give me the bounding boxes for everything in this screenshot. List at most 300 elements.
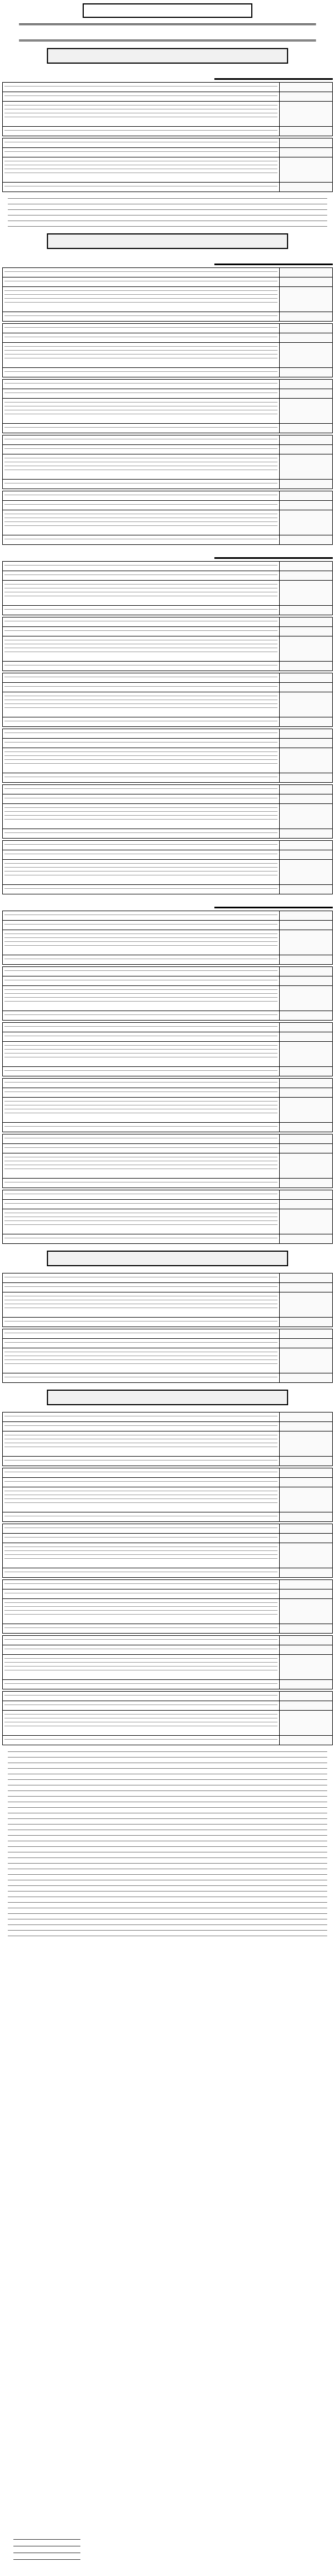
post-row-value bbox=[3, 562, 280, 571]
text-line bbox=[4, 356, 277, 358]
text-line bbox=[4, 1497, 277, 1499]
post-row-value bbox=[3, 138, 280, 148]
post-row-label bbox=[280, 324, 333, 333]
post-row-label bbox=[280, 1413, 333, 1422]
post-row-value bbox=[3, 717, 280, 727]
text-line bbox=[4, 1146, 277, 1148]
text-line bbox=[4, 861, 277, 864]
text-line bbox=[4, 400, 277, 403]
post-row bbox=[3, 860, 333, 885]
post-row-label bbox=[280, 1032, 333, 1042]
post-row-value bbox=[3, 424, 280, 433]
post-row-label bbox=[280, 183, 333, 192]
text-line bbox=[4, 184, 277, 186]
post-row-label bbox=[280, 1645, 333, 1655]
text-line bbox=[4, 524, 277, 526]
text-line bbox=[4, 502, 277, 505]
post-row bbox=[3, 1318, 333, 1327]
text-line bbox=[4, 1107, 277, 1109]
post-row bbox=[3, 804, 333, 829]
subsection-title bbox=[214, 70, 333, 80]
text-line bbox=[4, 740, 277, 743]
text-line bbox=[4, 140, 277, 142]
post-row bbox=[3, 1624, 333, 1634]
text-line bbox=[4, 167, 277, 169]
text-line bbox=[8, 207, 327, 210]
text-line bbox=[4, 913, 277, 915]
post-row-value bbox=[3, 389, 280, 399]
post-row bbox=[3, 1373, 333, 1383]
post-row-value bbox=[3, 1568, 280, 1578]
text-line bbox=[4, 1557, 277, 1559]
post-row-value bbox=[3, 1292, 280, 1318]
post-table bbox=[2, 1022, 333, 1076]
post-row-value bbox=[3, 606, 280, 615]
post-row-label bbox=[280, 1373, 333, 1383]
post-row-label bbox=[280, 1234, 333, 1244]
text-line bbox=[8, 1816, 327, 1819]
text-line bbox=[8, 1804, 327, 1808]
post-table bbox=[2, 1579, 333, 1634]
post-row bbox=[3, 662, 333, 671]
post-row bbox=[3, 1431, 333, 1457]
post-row bbox=[3, 729, 333, 739]
post-row-value bbox=[3, 1318, 280, 1327]
post-row bbox=[3, 885, 333, 894]
post-row bbox=[3, 1079, 333, 1088]
post-row bbox=[3, 368, 333, 377]
post-row-label bbox=[280, 885, 333, 894]
text-line bbox=[4, 1716, 277, 1718]
section-title bbox=[47, 48, 288, 64]
post-row-label bbox=[280, 739, 333, 748]
text-line bbox=[4, 594, 277, 596]
post-row-label bbox=[280, 445, 333, 454]
post-row-value bbox=[3, 1348, 280, 1373]
post-row-label bbox=[280, 1589, 333, 1599]
post-row-label bbox=[280, 1524, 333, 1534]
post-table bbox=[2, 435, 333, 489]
post-row-label bbox=[280, 1098, 333, 1123]
post-row-value bbox=[3, 1339, 280, 1348]
post-row bbox=[3, 1512, 333, 1522]
text-line bbox=[4, 171, 277, 173]
text-line bbox=[4, 1637, 277, 1640]
text-line bbox=[4, 1215, 277, 1217]
post-table bbox=[2, 673, 333, 727]
post-row-label bbox=[280, 1067, 333, 1076]
text-line bbox=[13, 2556, 80, 2560]
text-line bbox=[8, 1927, 327, 1931]
text-line bbox=[4, 1441, 277, 1443]
post-row bbox=[3, 1088, 333, 1098]
text-line bbox=[8, 218, 327, 221]
post-row-value bbox=[3, 1144, 280, 1153]
post-row-label bbox=[280, 1636, 333, 1645]
text-line bbox=[4, 1219, 277, 1221]
post-row bbox=[3, 424, 333, 433]
text-line bbox=[4, 150, 277, 152]
text-line bbox=[8, 1838, 327, 1841]
post-row-value bbox=[3, 976, 280, 986]
text-line bbox=[4, 932, 277, 934]
text-line bbox=[4, 1055, 277, 1057]
post-row bbox=[3, 1023, 333, 1032]
post-row-value bbox=[3, 1589, 280, 1599]
post-row-value bbox=[3, 1701, 280, 1711]
post-row-value bbox=[3, 748, 280, 773]
post-row-value bbox=[3, 268, 280, 277]
text-line bbox=[4, 460, 277, 462]
text-line bbox=[4, 852, 277, 854]
text-line bbox=[4, 586, 277, 588]
post-row-label bbox=[280, 312, 333, 322]
text-line bbox=[8, 1877, 327, 1880]
text-line bbox=[4, 629, 277, 631]
text-line bbox=[4, 887, 277, 889]
advertisement-number bbox=[19, 23, 316, 41]
post-row bbox=[3, 1468, 333, 1478]
text-line bbox=[8, 1749, 327, 1752]
text-line bbox=[8, 1760, 327, 1763]
post-table bbox=[2, 323, 333, 377]
post-row-label bbox=[280, 1134, 333, 1144]
text-line bbox=[4, 1433, 277, 1435]
text-line bbox=[4, 694, 277, 696]
text-line bbox=[4, 1124, 277, 1127]
post-table bbox=[2, 561, 333, 615]
post-row-value bbox=[3, 1079, 280, 1088]
post-table bbox=[2, 840, 333, 894]
text-line bbox=[4, 817, 277, 820]
text-line bbox=[4, 573, 277, 575]
text-line bbox=[8, 1916, 327, 1919]
post-row-label bbox=[280, 1329, 333, 1339]
text-line bbox=[8, 1894, 327, 1897]
post-row bbox=[3, 380, 333, 389]
text-line bbox=[4, 1437, 277, 1439]
text-line bbox=[4, 293, 277, 295]
post-row-value bbox=[3, 829, 280, 839]
text-line bbox=[4, 537, 277, 539]
post-row-label bbox=[280, 1179, 333, 1188]
post-row-label bbox=[280, 1422, 333, 1431]
post-table bbox=[2, 911, 333, 965]
post-row bbox=[3, 571, 333, 581]
text-line bbox=[8, 1855, 327, 1858]
post-row-value bbox=[3, 692, 280, 717]
text-line bbox=[4, 1601, 277, 1603]
post-row bbox=[3, 127, 333, 136]
post-row-value bbox=[3, 1088, 280, 1098]
post-row-label bbox=[280, 911, 333, 921]
post-row bbox=[3, 1234, 333, 1244]
post-row bbox=[3, 148, 333, 157]
post-row-value bbox=[3, 343, 280, 368]
post-row-label bbox=[280, 571, 333, 581]
post-row-value bbox=[3, 1042, 280, 1067]
text-line bbox=[13, 2549, 80, 2553]
post-row-value bbox=[3, 773, 280, 783]
text-line bbox=[4, 1682, 277, 1684]
post-row bbox=[3, 1589, 333, 1599]
text-line bbox=[4, 103, 277, 106]
text-line bbox=[4, 1582, 277, 1584]
post-row-label bbox=[280, 1190, 333, 1200]
text-line bbox=[8, 1788, 327, 1791]
post-row-value bbox=[3, 885, 280, 894]
text-line bbox=[4, 806, 277, 808]
closing-note bbox=[8, 1749, 327, 1936]
post-row bbox=[3, 491, 333, 501]
post-row bbox=[3, 435, 333, 445]
post-row-label bbox=[280, 1457, 333, 1466]
post-row-value bbox=[3, 510, 280, 535]
post-row bbox=[3, 1098, 333, 1123]
post-row-label bbox=[280, 454, 333, 480]
post-row-label bbox=[280, 277, 333, 287]
text-line bbox=[4, 873, 277, 875]
post-table bbox=[2, 82, 333, 136]
post-table bbox=[2, 1190, 333, 1244]
text-line bbox=[4, 988, 277, 990]
text-line bbox=[4, 1319, 277, 1321]
text-line bbox=[4, 1180, 277, 1182]
post-row bbox=[3, 1153, 333, 1179]
text-line bbox=[8, 1922, 327, 1925]
post-row-value bbox=[3, 1624, 280, 1634]
post-row-value bbox=[3, 1468, 280, 1478]
post-row-value bbox=[3, 312, 280, 322]
post-row-label bbox=[280, 1431, 333, 1457]
text-line bbox=[4, 675, 277, 677]
post-row bbox=[3, 343, 333, 368]
text-line bbox=[4, 684, 277, 687]
text-line bbox=[4, 638, 277, 640]
text-line bbox=[4, 1111, 277, 1113]
subsection-title bbox=[214, 899, 333, 908]
post-row-value bbox=[3, 911, 280, 921]
post-row bbox=[3, 1524, 333, 1534]
post-row-value bbox=[3, 92, 280, 102]
post-row bbox=[3, 1200, 333, 1209]
text-line bbox=[4, 1493, 277, 1495]
post-table bbox=[2, 966, 333, 1021]
post-row-value bbox=[3, 627, 280, 636]
post-row bbox=[3, 1067, 333, 1076]
text-line bbox=[4, 94, 277, 96]
post-row-value bbox=[3, 1543, 280, 1568]
post-table bbox=[2, 784, 333, 839]
text-line bbox=[4, 1331, 277, 1333]
post-row-label bbox=[280, 127, 333, 136]
text-line bbox=[8, 1860, 327, 1864]
post-row-label bbox=[280, 1023, 333, 1032]
text-line bbox=[4, 1591, 277, 1593]
post-row bbox=[3, 1543, 333, 1568]
text-line bbox=[4, 1647, 277, 1649]
text-line bbox=[4, 381, 277, 384]
post-row-label bbox=[280, 829, 333, 839]
post-row-label bbox=[280, 1655, 333, 1680]
post-row bbox=[3, 83, 333, 92]
text-line bbox=[4, 1024, 277, 1027]
post-row bbox=[3, 986, 333, 1011]
post-row-value bbox=[3, 1134, 280, 1144]
text-line bbox=[4, 468, 277, 470]
post-row-value bbox=[3, 83, 280, 92]
text-line bbox=[4, 582, 277, 585]
post-row bbox=[3, 480, 333, 489]
post-row bbox=[3, 1283, 333, 1292]
post-row-value bbox=[3, 804, 280, 829]
post-row bbox=[3, 501, 333, 510]
post-row-value bbox=[3, 683, 280, 692]
text-line bbox=[8, 1899, 327, 1903]
text-line bbox=[4, 456, 277, 458]
post-row-value bbox=[3, 1153, 280, 1179]
text-line bbox=[4, 1545, 277, 1547]
text-line bbox=[4, 995, 277, 998]
text-line bbox=[4, 1737, 277, 1740]
post-row-label bbox=[280, 717, 333, 727]
post-row-label bbox=[280, 662, 333, 671]
post-row bbox=[3, 1339, 333, 1348]
text-line bbox=[4, 115, 277, 117]
post-row-label bbox=[280, 627, 333, 636]
post-row-label bbox=[280, 930, 333, 955]
post-row-value bbox=[3, 1680, 280, 1689]
post-row-label bbox=[280, 1736, 333, 1745]
text-line bbox=[4, 607, 277, 610]
text-line bbox=[4, 412, 277, 414]
text-line bbox=[8, 1799, 327, 1802]
post-row-label bbox=[280, 1318, 333, 1327]
post-table bbox=[2, 1134, 333, 1188]
text-line bbox=[4, 279, 277, 281]
text-line bbox=[4, 813, 277, 816]
text-line bbox=[4, 1051, 277, 1054]
text-line bbox=[4, 481, 277, 483]
post-row-label bbox=[280, 1711, 333, 1736]
text-line bbox=[4, 796, 277, 798]
post-row-label bbox=[280, 435, 333, 445]
signature-block bbox=[13, 2533, 80, 2563]
text-line bbox=[4, 1362, 277, 1364]
post-row-value bbox=[3, 1283, 280, 1292]
post-row bbox=[3, 955, 333, 965]
post-row-label bbox=[280, 1568, 333, 1578]
text-line bbox=[4, 1479, 277, 1482]
post-row-value bbox=[3, 955, 280, 965]
post-row bbox=[3, 1134, 333, 1144]
text-line bbox=[4, 1424, 277, 1426]
post-row-label bbox=[280, 1580, 333, 1589]
text-line bbox=[8, 1765, 327, 1769]
text-line bbox=[4, 1201, 277, 1204]
post-row bbox=[3, 1348, 333, 1373]
post-row-value bbox=[3, 102, 280, 127]
post-table bbox=[2, 1468, 333, 1522]
post-row-label bbox=[280, 841, 333, 850]
text-line bbox=[4, 1340, 277, 1343]
text-line bbox=[8, 1871, 327, 1875]
text-line bbox=[4, 325, 277, 328]
post-row-label bbox=[280, 1144, 333, 1153]
post-row-value bbox=[3, 501, 280, 510]
post-row-label bbox=[280, 976, 333, 986]
post-row-value bbox=[3, 785, 280, 794]
post-row-value bbox=[3, 1190, 280, 1200]
section-title bbox=[47, 1390, 288, 1405]
text-line bbox=[4, 810, 277, 812]
text-line bbox=[4, 348, 277, 351]
post-row bbox=[3, 445, 333, 454]
section-title bbox=[47, 233, 288, 249]
text-line bbox=[4, 1553, 277, 1555]
post-row-label bbox=[280, 1624, 333, 1634]
notes bbox=[8, 195, 327, 227]
text-line bbox=[4, 1294, 277, 1296]
text-line bbox=[4, 1668, 277, 1670]
text-line bbox=[4, 352, 277, 355]
text-line bbox=[4, 1626, 277, 1628]
text-line bbox=[4, 1354, 277, 1356]
post-row-label bbox=[280, 785, 333, 794]
text-line bbox=[4, 1535, 277, 1538]
text-line bbox=[4, 1660, 277, 1663]
post-row bbox=[3, 850, 333, 860]
text-line bbox=[4, 922, 277, 925]
post-table bbox=[2, 1078, 333, 1132]
text-line bbox=[8, 1793, 327, 1797]
text-line bbox=[4, 1211, 277, 1213]
text-line bbox=[4, 831, 277, 833]
post-row bbox=[3, 183, 333, 192]
post-row-label bbox=[280, 921, 333, 930]
post-row-label bbox=[280, 510, 333, 535]
post-row bbox=[3, 454, 333, 480]
text-line bbox=[4, 1605, 277, 1607]
post-row bbox=[3, 1736, 333, 1745]
text-line bbox=[4, 1720, 277, 1722]
text-line bbox=[4, 516, 277, 518]
text-line bbox=[4, 1703, 277, 1705]
text-line bbox=[4, 464, 277, 466]
post-row-value bbox=[3, 399, 280, 424]
post-row bbox=[3, 1209, 333, 1234]
post-row-value bbox=[3, 1023, 280, 1032]
text-line bbox=[4, 107, 277, 109]
text-line bbox=[4, 869, 277, 872]
text-line bbox=[4, 1489, 277, 1491]
post-row bbox=[3, 102, 333, 127]
post-row bbox=[3, 1413, 333, 1422]
text-line bbox=[4, 646, 277, 648]
section-title bbox=[47, 1251, 288, 1266]
text-line bbox=[4, 84, 277, 87]
post-row-value bbox=[3, 1655, 280, 1680]
post-row bbox=[3, 841, 333, 850]
post-row-label bbox=[280, 333, 333, 343]
text-line bbox=[4, 1090, 277, 1092]
post-row-label bbox=[280, 268, 333, 277]
post-table bbox=[2, 617, 333, 671]
post-sections bbox=[2, 48, 333, 1745]
text-line bbox=[4, 1470, 277, 1472]
text-line bbox=[4, 787, 277, 789]
post-row-label bbox=[280, 1011, 333, 1021]
